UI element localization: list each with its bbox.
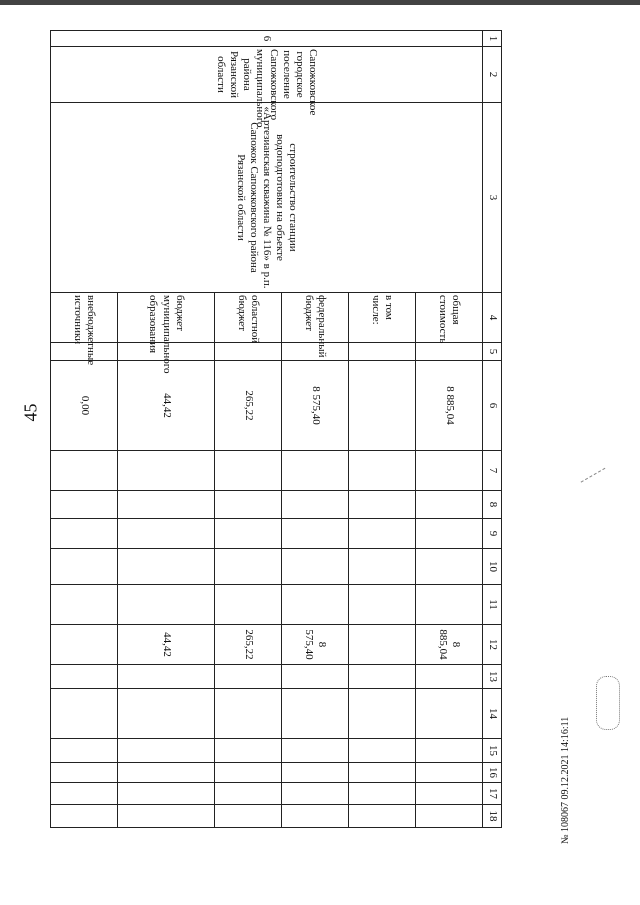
value-cell: 8 885,04 bbox=[416, 625, 483, 665]
col-num: 10 bbox=[483, 549, 502, 585]
object-cell: строительство станции водоподготовки на объекте «Артезианская скважина № 116» в р.п. Сапожок Сапожковского района Рязанской области bbox=[51, 103, 483, 293]
col-num: 18 bbox=[483, 805, 502, 828]
value-cell: 44,42 bbox=[118, 625, 215, 665]
source-label: областной бюджет bbox=[215, 293, 282, 343]
value-cell: 0,00 bbox=[51, 361, 118, 451]
col-num: 14 bbox=[483, 689, 502, 739]
value-cell: 8 575,40 bbox=[282, 625, 349, 665]
value-cell: 8 575,40 bbox=[282, 361, 349, 451]
col-num: 1 bbox=[483, 31, 502, 47]
col-num: 4 bbox=[483, 293, 502, 343]
col-num: 5 bbox=[483, 343, 502, 361]
value-cell bbox=[51, 625, 118, 665]
table-wrapper bbox=[50, 30, 502, 822]
column-number-row bbox=[483, 31, 502, 828]
col-num: 8 bbox=[483, 491, 502, 519]
col-num: 3 bbox=[483, 103, 502, 293]
value-cell: 265,22 bbox=[215, 625, 282, 665]
source-label: бюджет муниципального образования bbox=[118, 293, 215, 343]
incl-label: в том числе: bbox=[349, 293, 416, 343]
col-num: 2 bbox=[483, 47, 502, 103]
program-table bbox=[50, 30, 502, 828]
col-num: 9 bbox=[483, 519, 502, 549]
document-footer: № 108067 09.12.2021 14:16:11 bbox=[560, 716, 571, 844]
col-num: 17 bbox=[483, 783, 502, 805]
source-label: федеральный бюджет bbox=[282, 293, 349, 343]
col-num: 13 bbox=[483, 665, 502, 689]
rotated-table bbox=[50, 30, 502, 822]
municipality-cell: Сапожковское городское поселение Сапожковского муниципального района Рязанской области bbox=[51, 47, 483, 103]
source-label: внебюджетные источники bbox=[51, 293, 118, 343]
col-num: 15 bbox=[483, 739, 502, 763]
col-num: 16 bbox=[483, 763, 502, 783]
registry-stamp bbox=[596, 676, 620, 730]
col-num: 6 bbox=[483, 361, 502, 451]
col-num: 12 bbox=[483, 625, 502, 665]
col-num: 11 bbox=[483, 585, 502, 625]
col-num: 7 bbox=[483, 451, 502, 491]
cost-label: общая стоимость bbox=[416, 293, 483, 343]
value-cell: 8 885,04 bbox=[416, 361, 483, 451]
scan-edge bbox=[0, 0, 640, 5]
value-cell: 265,22 bbox=[215, 361, 282, 451]
value-cell: 44,42 bbox=[118, 361, 215, 451]
table-row bbox=[416, 31, 483, 828]
row-number: 6 bbox=[51, 31, 483, 47]
signature-mark bbox=[571, 450, 606, 482]
page-number: 45 bbox=[20, 403, 41, 422]
